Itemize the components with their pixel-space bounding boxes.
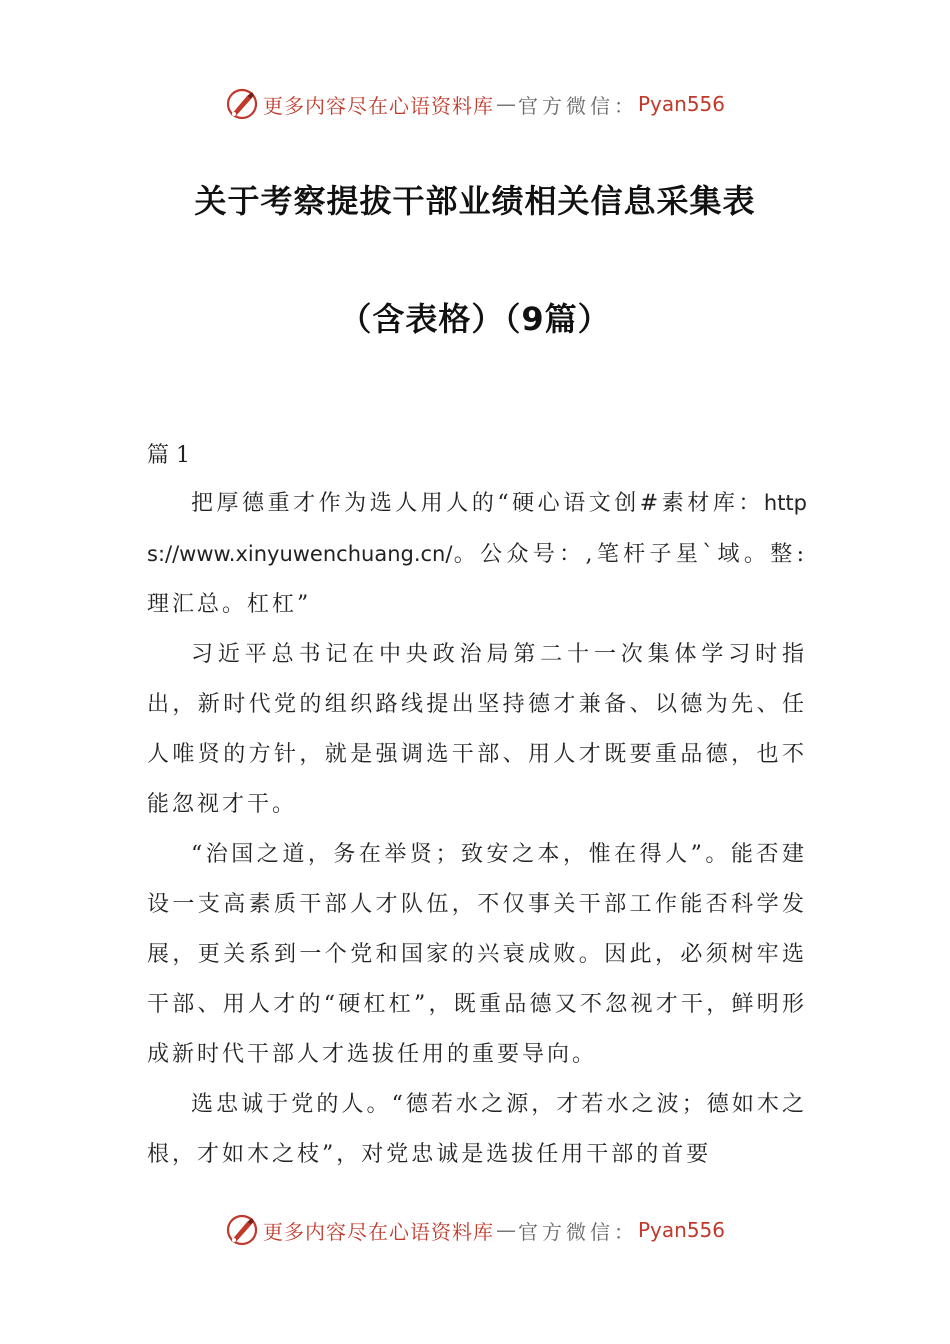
website-link[interactable]: https://www.xinyuwenchuang.cn/ xyxy=(147,491,807,566)
paragraph-1-before: 把厚德重才作为选人用人的“硬心语文创#素材库： xyxy=(191,491,764,516)
document-subtitle: （含表格）（9篇） xyxy=(339,300,611,338)
pen-logo-icon xyxy=(225,87,259,121)
watermark-banner-bottom xyxy=(0,1210,950,1250)
watermark-dash: — xyxy=(495,1218,516,1242)
document-title: 关于考察提拔干部业绩相关信息采集表 xyxy=(194,182,756,220)
section-label: 篇 1 xyxy=(147,443,190,468)
watermark-wechat-label: 官方微信： xyxy=(517,93,638,118)
watermark-brand: 更多内容尽在心语资料库 xyxy=(262,1219,494,1244)
watermark-dash: — xyxy=(495,92,516,116)
paragraph-2: 习近平总书记在中央政治局第二十一次集体学习时指出，新时代党的组织路线提出坚持德才兼备、以德为先、任人唯贤的方针，就是强调选干部、用人才既要重品德，也不能忽视才干。 xyxy=(147,642,807,817)
paragraph-3: “治国之道，务在举贤；致安之本，惟在得人”。能否建设一支高素质干部人才队伍，不仅事关干部工作能否科学发展，更关系到一个党和国家的兴衰成败。因此，必须树牢选干部、用人才的“硬杠杠”，既重品德又不忽视才干，鲜明形成新时代干部人才选拔任用的重要导向。 xyxy=(147,842,807,1067)
paragraph-4: 选忠诚于党的人。“德若水之源，才若水之波；德如木之根，才如木之枝”，对党忠诚是选拔任用干部的首要 xyxy=(147,1092,807,1167)
document-body xyxy=(147,478,807,1180)
watermark-handle: Pyan556 xyxy=(637,92,725,116)
watermark-brand: 更多内容尽在心语资料库 xyxy=(262,93,494,118)
paragraph-1-after: 。公众号：,笔杆子星`域。整:理汇总。杠杠” xyxy=(147,542,807,617)
watermark-wechat-label: 官方微信： xyxy=(517,1219,638,1244)
paragraph-1 xyxy=(147,478,807,630)
watermark-banner-top xyxy=(0,84,950,124)
watermark-handle: Pyan556 xyxy=(637,1218,725,1242)
pen-logo-icon xyxy=(225,1213,259,1247)
